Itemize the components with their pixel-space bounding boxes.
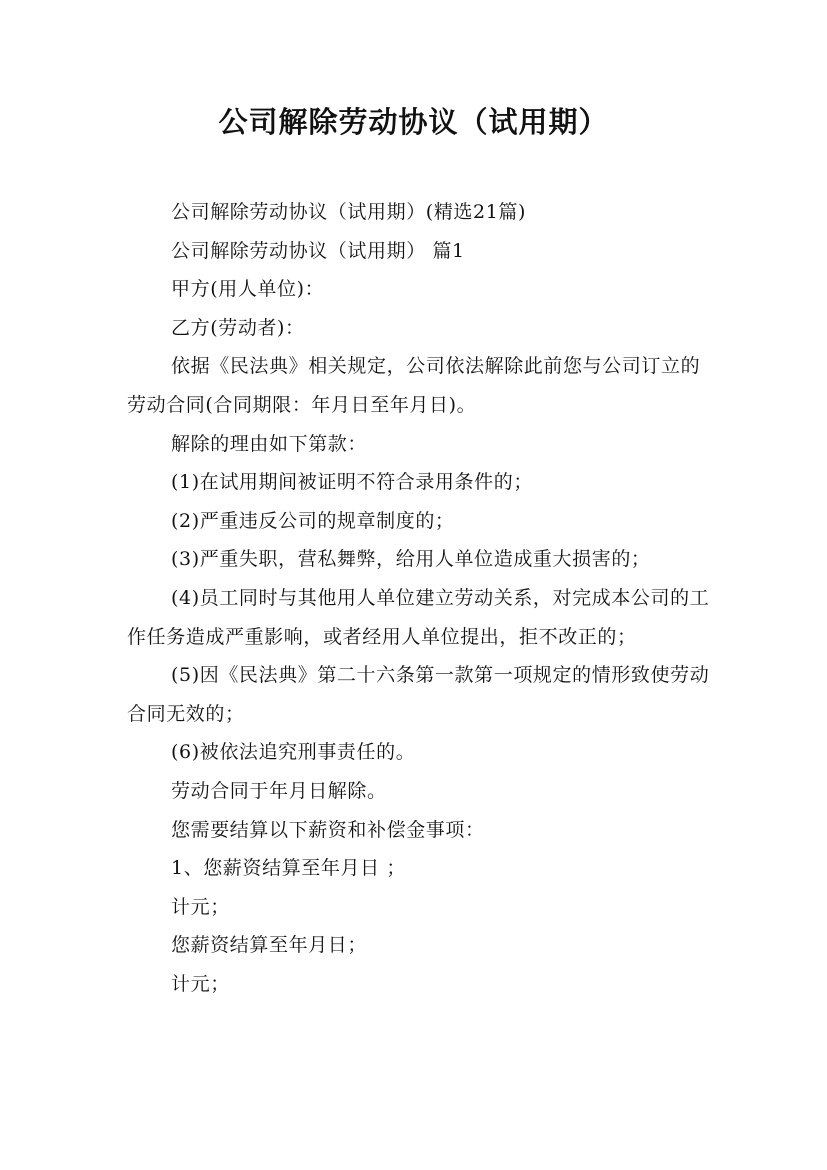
paragraph-amount-1: 计元； xyxy=(171,895,230,918)
paragraph-section-heading: 公司解除劳动协议（试用期） 篇1 xyxy=(171,239,465,262)
paragraph-party-b: 乙方(劳动者)： xyxy=(171,316,305,339)
paragraph-reason-3: (3)严重失职，营私舞弊，给用人单位造成重大损害的； xyxy=(171,548,651,571)
paragraph-termination-date: 劳动合同于年月日解除。 xyxy=(171,779,387,802)
paragraph-reason-6: (6)被依法追究刑事责任的。 xyxy=(171,741,416,764)
paragraph-amount-2: 计元； xyxy=(171,972,230,995)
paragraph-party-a: 甲方(用人单位)： xyxy=(171,278,325,301)
paragraph-reason-5: (5)因《民法典》第二十六条第一款第一项规定的情形致使劳动合同无效的； xyxy=(127,664,710,725)
paragraph-settlement-1: 1、您薪资结算至年月日 ； xyxy=(171,857,406,880)
paragraph-basis: 依据《民法典》相关规定，公司依法解除此前您与公司订立的劳动合同(合同期限：年月日至年月日)。 xyxy=(127,355,701,416)
document-body xyxy=(127,193,717,1003)
paragraph-reason-4: (4)员工同时与其他用人单位建立劳动关系，对完成本公司的工作任务造成严重影响，或者经用人单位提出，拒不改正的； xyxy=(127,586,710,648)
paragraph-settlement-2: 您薪资结算至年月日； xyxy=(171,934,368,957)
document-title: 公司解除劳动协议（试用期） xyxy=(218,105,609,139)
paragraph-reasons-intro: 解除的理由如下第款： xyxy=(171,432,368,455)
paragraph-settlement-intro: 您需要结算以下薪资和补偿金事项： xyxy=(171,818,485,841)
paragraph-subtitle: 公司解除劳动协议（试用期）(精选21篇) xyxy=(171,201,527,223)
paragraph-reason-2: (2)严重违反公司的规章制度的； xyxy=(171,509,455,532)
paragraph-reason-1: (1)在试用期间被证明不符合录用条件的； xyxy=(171,471,533,494)
